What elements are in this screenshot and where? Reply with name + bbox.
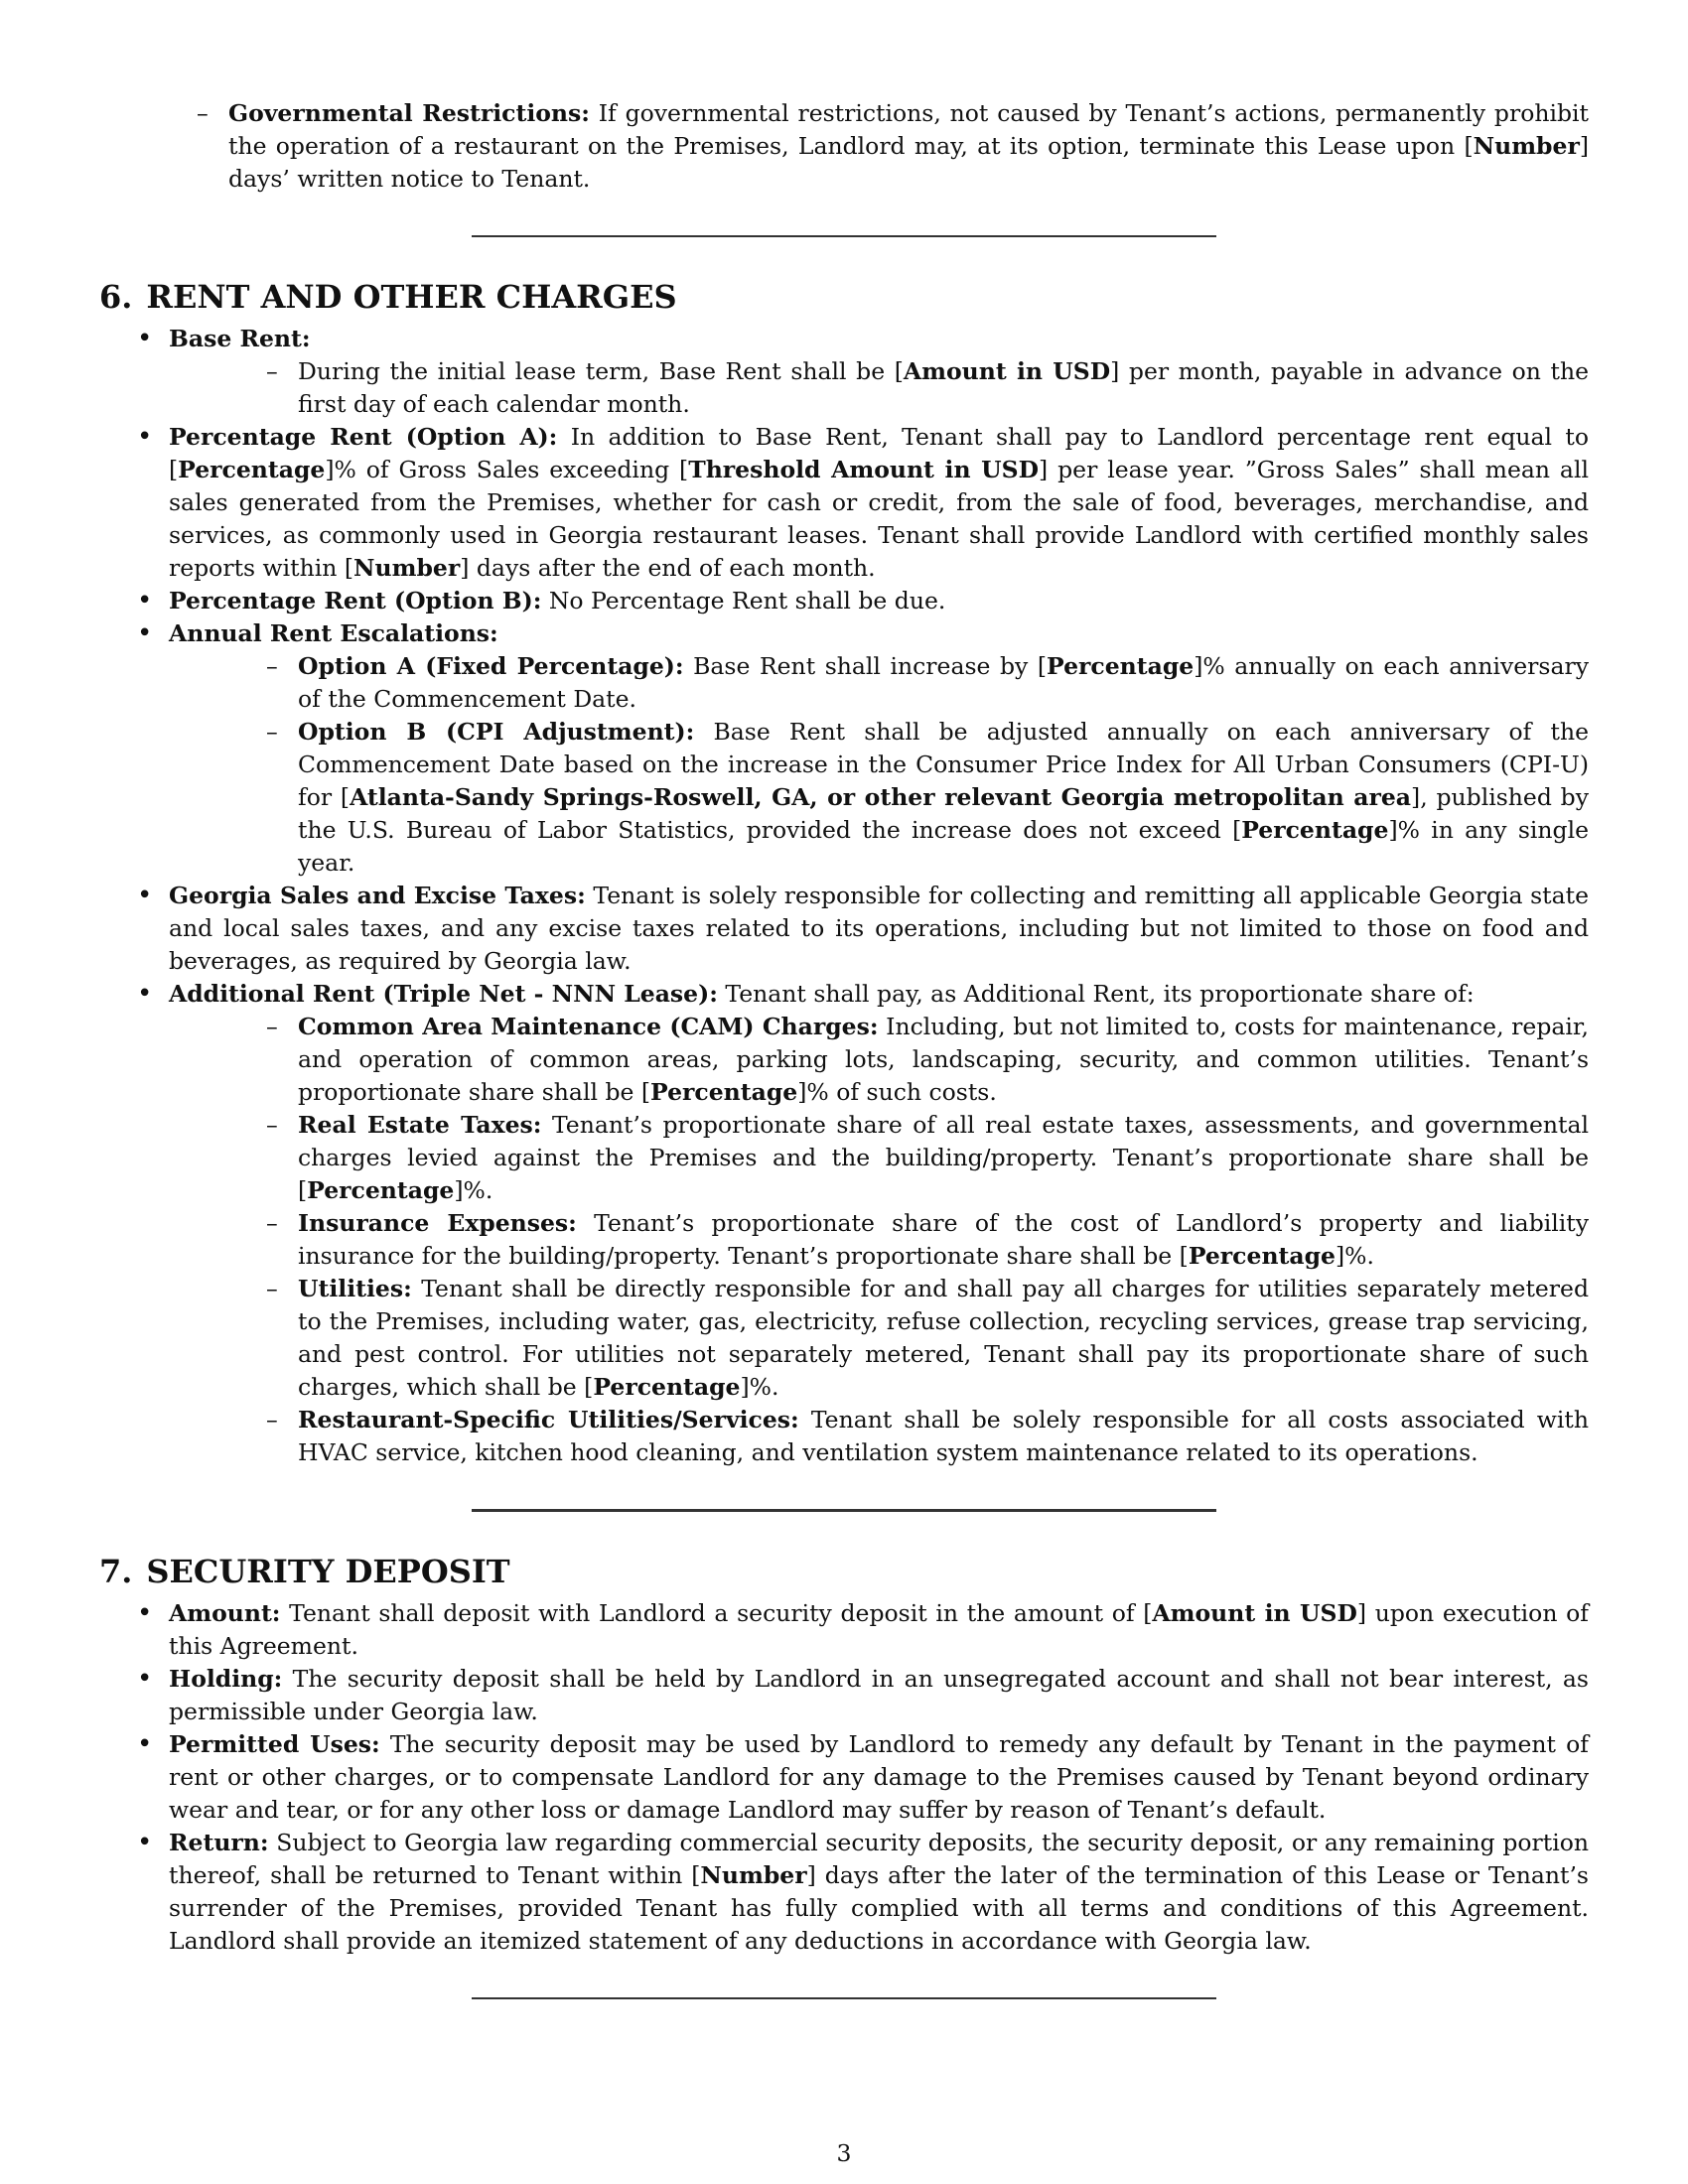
placeholder: Amount in USD	[1152, 1599, 1357, 1627]
list-item: • Additional Rent (Triple Net - NNN Lease): Tenant shall pay, as Additional Rent, its proportionate share of: – Common Area Maintenance (CAM) Charges: Including, but not limited to, costs for maintenance, repair, and operation of common areas, parking lots, landscaping, security, and common utilities. Tenant’s proportionate share shall be [Percentage]% of such costs. – Real Estate Taxes: Tenant’s proportionate share of all real estate taxes, assessments, and governmental charges levied against the Premises and the building/property. Tenant’s proportionate share shall be [Percentage]%. – Insurance Expenses: Tenant’s proportionate share of the cost of Landlord’s property and liability insurance for the building/property. Tenant’s proportionate share shall be [Percentage]%. – Utilities: Tenant shall be directly responsible for and shall pay all charges for utilities separately metered to the Premises, including water, gas, electricity, refuse collection, recycling services, grease trap servicing, and pest control. For utilities not separately metered, Tenant shall pay its proportionate share of such charges, which shall be [Percentage]%. – Restaurant-Specific Utilities/Services: Tenant shall be solely responsible for all costs associated with HVAC service, kitchen hood cleaning, and ventilation system maintenance related to its operations.	[99, 978, 1589, 1469]
page-number: 3	[836, 2139, 852, 2167]
item-label: Option A (Fixed Percentage):	[298, 652, 684, 680]
item-label: Utilities:	[298, 1275, 412, 1302]
sub-list-item: – Option B (CPI Adjustment): Base Rent shall be adjusted annually on each anniversary of the Commencement Date based on the increase in the Consumer Price Index for All Urban Consumers (CPI-U) for [Atlanta-Sandy Springs-Roswell, GA, or other relevant Georgia metropolitan area], published by the U.S. Bureau of Labor Statistics, provided the increase does not exceed [Percentage]% in any single year.	[169, 716, 1589, 880]
section-divider	[472, 1509, 1216, 1512]
section-security-deposit	[99, 1552, 1589, 1958]
governmental-restrictions-item: – Governmental Restrictions: If governmental restrictions, not caused by Tenant’s actions, permanently prohibit the operation of a restaurant on the Premises, Landlord may, at its option, terminate this Lease upon [Number] days’ written notice to Tenant.	[99, 97, 1589, 196]
section-rent	[99, 277, 1589, 1469]
sub-list-item: – Utilities: Tenant shall be directly responsible for and shall pay all charges for utilities separately metered to the Premises, including water, gas, electricity, refuse collection, recycling services, grease trap servicing, and pest control. For utilities not separately metered, Tenant shall pay its proportionate share of such charges, which shall be [Percentage]%.	[169, 1273, 1589, 1404]
placeholder: Percentage	[1241, 816, 1389, 844]
intro-list	[99, 97, 1589, 196]
placeholder: Percentage	[593, 1373, 741, 1401]
item-label: Governmental Restrictions:	[228, 99, 590, 127]
placeholder: Amount in USD	[903, 357, 1111, 385]
item-label: Base Rent:	[169, 325, 311, 352]
list-item: • Permitted Uses: The security deposit may be used by Landlord to remedy any default by Tenant in the payment of rent or other charges, or to compensate Landlord for any damage to the Premises caused by Tenant beyond ordinary wear and tear, or for any other loss or damage Landlord may suffer by reason of Tenant’s default.	[99, 1728, 1589, 1827]
item-label: Amount:	[169, 1599, 281, 1627]
sub-list-item: – Restaurant-Specific Utilities/Services: Tenant shall be solely responsible for all costs associated with HVAC service, kitchen hood cleaning, and ventilation system maintenance related to its operations.	[169, 1404, 1589, 1469]
item-label: Additional Rent (Triple Net - NNN Lease):	[169, 980, 718, 1008]
list-item	[99, 617, 1589, 880]
item-label: Percentage Rent (Option A):	[169, 423, 558, 451]
list-item	[99, 323, 1589, 421]
section-heading: 7. SECURITY DEPOSIT	[99, 1553, 510, 1590]
placeholder: Percentage	[307, 1176, 455, 1204]
rent-list	[99, 323, 1589, 1469]
item-label: Annual Rent Escalations:	[169, 619, 498, 647]
sub-list-item: – Real Estate Taxes: Tenant’s proportionate share of all real estate taxes, assessments, and governmental charges levied against the Premises and the building/property. Tenant’s proportionate share shall be [Percentage]%.	[169, 1109, 1589, 1207]
item-label: Option B (CPI Adjustment):	[298, 718, 695, 746]
sub-list-item: – Insurance Expenses: Tenant’s proportionate share of the cost of Landlord’s property and liability insurance for the building/property. Tenant’s proportionate share shall be [Percentage]%.	[169, 1207, 1589, 1273]
placeholder: Atlanta-Sandy Springs-Roswell, GA, or other relevant Georgia metropolitan area	[350, 783, 1412, 811]
section-divider	[472, 1997, 1216, 1999]
list-item: • Return: Subject to Georgia law regarding commercial security deposits, the security deposit, or any remaining portion thereof, shall be returned to Tenant within [Number] days after the later of the termination of this Lease or Tenant’s surrender of the Premises, provided Tenant has fully complied with all terms and conditions of this Agreement. Landlord shall provide an itemized statement of any deductions in accordance with Georgia law.	[99, 1827, 1589, 1958]
list-item: • Georgia Sales and Excise Taxes: Tenant is solely responsible for collecting and remitting all applicable Georgia state and local sales taxes, and any excise taxes related to its operations, including but not limited to those on food and beverages, as required by Georgia law.	[99, 880, 1589, 978]
item-label: Insurance Expenses:	[298, 1209, 577, 1237]
item-label: Real Estate Taxes:	[298, 1111, 542, 1139]
placeholder: Number	[700, 1861, 807, 1889]
section-divider	[472, 235, 1216, 237]
item-label: Restaurant-Specific Utilities/Services:	[298, 1406, 799, 1433]
document-page	[99, 97, 1589, 2039]
list-item: • Holding: The security deposit shall be held by Landlord in an unsegregated account and shall not bear interest, as permissible under Georgia law.	[99, 1663, 1589, 1728]
sub-list-item: – Common Area Maintenance (CAM) Charges: Including, but not limited to, costs for maintenance, repair, and operation of common areas, parking lots, landscaping, security, and common utilities. Tenant’s proportionate share shall be [Percentage]% of such costs.	[169, 1011, 1589, 1109]
item-label: Georgia Sales and Excise Taxes:	[169, 882, 586, 909]
item-label: Percentage Rent (Option B):	[169, 587, 542, 614]
item-label: Permitted Uses:	[169, 1730, 380, 1758]
sub-list-item: – During the initial lease term, Base Rent shall be [Amount in USD] per month, payable in advance on the first day of each calendar month.	[169, 355, 1589, 421]
item-label: Holding:	[169, 1665, 283, 1693]
placeholder: Threshold Amount in USD	[688, 456, 1040, 483]
placeholder: Percentage	[1188, 1242, 1336, 1270]
placeholder: Percentage	[178, 456, 326, 483]
list-item: • Percentage Rent (Option B): No Percentage Rent shall be due.	[99, 585, 1589, 617]
item-label: Common Area Maintenance (CAM) Charges:	[298, 1013, 879, 1040]
placeholder: Percentage	[1047, 652, 1195, 680]
deposit-list	[99, 1597, 1589, 1958]
placeholder: Number	[353, 554, 461, 582]
list-item: • Percentage Rent (Option A): In addition to Base Rent, Tenant shall pay to Landlord percentage rent equal to [Percentage]% of Gross Sales exceeding [Threshold Amount in USD] per lease year. ”Gross Sales” shall mean all sales generated from the Premises, whether for cash or credit, from the sale of food, beverages, merchandise, and services, as commonly used in Georgia restaurant leases. Tenant shall provide Landlord with certified monthly sales reports within [Number] days after the end of each month.	[99, 421, 1589, 585]
sub-list-item: – Option A (Fixed Percentage): Base Rent shall increase by [Percentage]% annually on each anniversary of the Commencement Date.	[169, 650, 1589, 716]
list-item: • Amount: Tenant shall deposit with Landlord a security deposit in the amount of [Amount in USD] upon execution of this Agreement.	[99, 1597, 1589, 1663]
item-label: Return:	[169, 1829, 269, 1856]
placeholder: Percentage	[650, 1078, 798, 1106]
placeholder: Number	[1473, 132, 1580, 160]
section-heading: 6. RENT AND OTHER CHARGES	[99, 278, 677, 316]
